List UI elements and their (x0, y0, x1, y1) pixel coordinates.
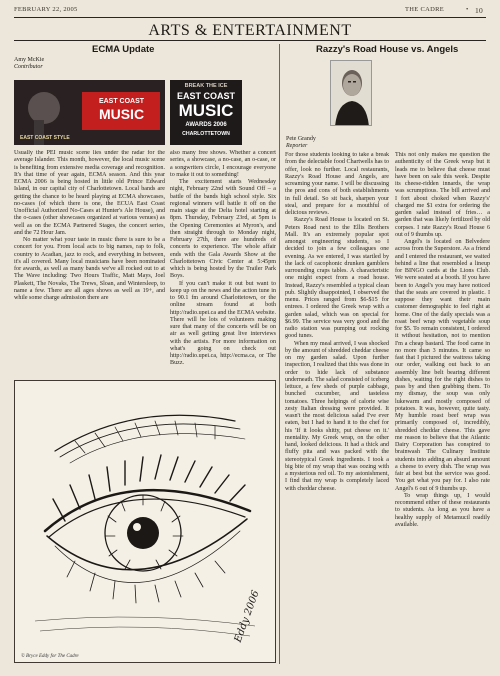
ad1-line1: EAST COAST (98, 98, 145, 105)
razzy-paragraph: When my meal arrived, I was shocked by the amount of shredded cheddar cheese on my garden salad. Upon further inspection, I realized that this was done in order to hide lack of substance underneath. The salad consisted of iceberg lettuce, a few sheds of purple cabbage, bunched cucumber, and tasteless tomatoes. Three helpings of calorie wise zesty Italian dressing were provided. It wasn't the most delicious salad I've ever eaten, but I had to hand it to the chef for his 'If it looks shitty, put cheese on it.' mentality. My Greek wrap, on the other hand, looked delicious. It had a thick and fluffy pita and was packed with the stereotypical Greek ingredients. I took a big bite of my wrap that was oozing with a mysterious red oil. To my astonishment, I find that my wrap is completely laced with cheddar cheese. (285, 340, 389, 492)
section-rule (14, 40, 486, 41)
razzy-paragraph: This not only makes me question the authenticity of the Greek wrap but it leads me to believe that cheese must have been on sale this week. Despite its cheese-ridden innards, the wrap was scrumptious. The bill arrived and I fort about choked when Razzy's' charged me $1 extra for ordering the garden salad instead of fries… a garden that was likely fertilized by old corpses. I rate Razzy's Road House 6 out of 9 thumbs up. (395, 152, 490, 238)
razzy-byline (286, 136, 316, 150)
issue-date: FEBRUARY 22, 2005 (14, 6, 78, 13)
artist-signature: Eddy 2006 (232, 589, 262, 644)
ecma-column-1 (14, 150, 165, 378)
ad2-line4: AWARDS 2006 (185, 122, 227, 128)
ecma-paragraph: If you can't make it out but want to keep up on the news and the action tune in to 90.1 fm around Charlottetown, or the online stream found at both http://radio.upei.ca and the ECMA website. There will be lots of volunteers making sure that many of the concerts will be on air as well getting great live interviews with the artists. For more information on what's going on check out http://radio.upei.ca, http://ecma.ca, or The Buzz. (170, 280, 276, 367)
razzy-column-2 (395, 152, 490, 664)
header-rule (14, 17, 486, 18)
reporter-photo (330, 60, 372, 126)
ecma-headline: ECMA Update (92, 44, 155, 55)
razzy-author: Pete Grandy (286, 136, 316, 142)
ad2-line5: CHARLOTTETOWN (182, 131, 230, 137)
ad2-line3: MUSIC (178, 101, 234, 120)
razzy-paragraph: To wrap things up, I would recommend either of these restaurants to students. As long as you have a healthy supply of Metamucil readily available. (395, 492, 490, 528)
ecma-column-2 (170, 150, 276, 378)
ecma-byline (14, 57, 44, 71)
razzy-paragraph: Angel's is located on Belvedere across from the Superstore. As a friend and I entered the restaurant, we waited behind a line that resembled a lineup for BINGO cards at the Lions Club. We were seated at a booth. If you have been to Angel's you may have noticed that the seats are covered in plastic. I suppose they want their main customer demographic to feel right at home. One of the daily specials was a roast beef wrap with vegetable soup for $5. To remain consistent, I ordered it without hesitation, not to mention I'm a cheap bastard. The food came in no more than 3 minutes. It came so fast that I pictured the waitress taking our order, walking out back to an assembly line belt bearing different dishes, waiting for the right dishes to pass by and then grabbing them. To my dismay, the soup was only lukewarm and mostly composed of potatoes. It was, however, quite tasty. My humble roast beef wrap was primarily composed of, incredibly, shredded cheddar cheese. This gave me reason to believe that the Atlantic Dairy Corporation has conspired to brainwash The Culinary Institute students into adding an absurd amount a cheese to every dish. The wrap was fair at best but the service was good. You get what you pay for. I also rate Angel's 6 out of 9 thumbs up. (395, 239, 490, 492)
razzy-paragraph: Razzy's Road House is located on St. Peters Road next to the Ellis Brothers Mall. It's an extremely popular spot amongst engineering students, so I decided to join a few colleagues one evening. As we entered, I was startled by the lack of cacophonic drunken gamblers surrounding craps tables. A characteristic one might expect from a road house. Instead, Razzy's resembled a typical clean pub. Slightly disappointed, I observed the menu. Prices ranged from $6-$15 for entrees. I ordered the Greek wrap with a garden salad, which was on special for $6.99. The service was very good and the radio station was pumping out rocking good tunes. (285, 217, 389, 340)
razzy-column-1 (285, 152, 389, 664)
ad2-line2: EAST COAST (176, 91, 235, 101)
ecma-paragraph: Usually the PEI music scene lies under the radar for the average Islander. This month, however, the local music scene is benefiting from extensive media coverage and recognition. It's that time of year again, ECMA season. And this year ECMA 2006 is being hosted in little old Prince Edward Island, in our capital city of Charlottetown. Local bands are getting the chance to be heard playing at ECMA showcases, no-cases (of which there is one, the ECUA East Coast Unofficial Authorized No-Cases at Hunter's Ale House), and the o-cases (other showcases organized at various venues) as well as on the ECMA Partnered Stages, the concert series, and the 72 Hour Jam. (14, 150, 165, 236)
ad2-line1: BREAK THE ICE (184, 83, 228, 89)
ecma-paragraph: The excitement starts Wednesday night, February 22nd with Sound Off – a battle of the bands high school style. Six regional winners will battle it off on the main stage at the Delta hotel starting at 8pm. Thursday, February 23rd, at 5pm is the Opening Ceremonies at Myron's, and then straight through to Monday night, February 27th, there are hundreds of concerts to experience. The whole affair ends with the Gala Awards Show at the Charlottetown Civic Center at 5:45pm which is being hosted by the Trailer Park Boys. (170, 179, 276, 280)
ecma-author: Amy McKie (14, 57, 45, 63)
ecma-ad-awards-2006 (170, 80, 242, 145)
paper-name: THE CADRE (405, 6, 444, 13)
eye-drawing (15, 381, 276, 663)
page-number: 10 (475, 6, 484, 15)
ecma-paragraph: also many free shows. Whether a concert series, a showcase, a no-case, an o-case, or a songwriters circle, I encourage everyone to make it out to something! (170, 150, 276, 178)
bullet-separator: • (466, 6, 469, 13)
ecma-paragraph: No matter what your taste in music there is sure to be a concert for you. From local acts to big names, rap to folk, country to Acadian, jazz to rock, and everything in between, it's all covered. Many local musicians have been nominated for awards, as well as many bands we've all rocked out to at The Wave including: Two Hours Traffic, Matt Mays, Joel Plaskett, The Novaks, The Trews, Sloan, and Wintersleep, to name a few. There are all ages shows as well as 19+, and while some charge admission there are (14, 237, 165, 301)
razzy-headline: Razzy's Road House vs. Angels (316, 44, 459, 55)
section-title: ARTS & ENTERTAINMENT (148, 22, 352, 39)
razzy-author-role: Reporter (286, 143, 308, 149)
ad1-slogan: EAST COAST STYLE (20, 135, 70, 141)
reporter-portrait (331, 61, 372, 126)
razzy-paragraph: For those students looking to take a break from the delectable food Chartwells has to offer, look no further. Local restaurants, Razzy's Road House and Angels, are screaming your name. I will be discussing the pros and cons of both establishments in full detail. So sit back, sharpen your steal, and prepare for a mouthful of delicious reviews. (285, 152, 389, 216)
column-divider (279, 44, 280, 664)
ecma-ad-east-coast-music (14, 80, 165, 145)
ecma-author-role: Contributor (14, 64, 43, 70)
sketch-credit: © Bryce Eddy for The Cadre (21, 654, 79, 659)
ad1-line2: MUSIC (98, 106, 145, 122)
eye-sketch-illustration (14, 380, 276, 663)
